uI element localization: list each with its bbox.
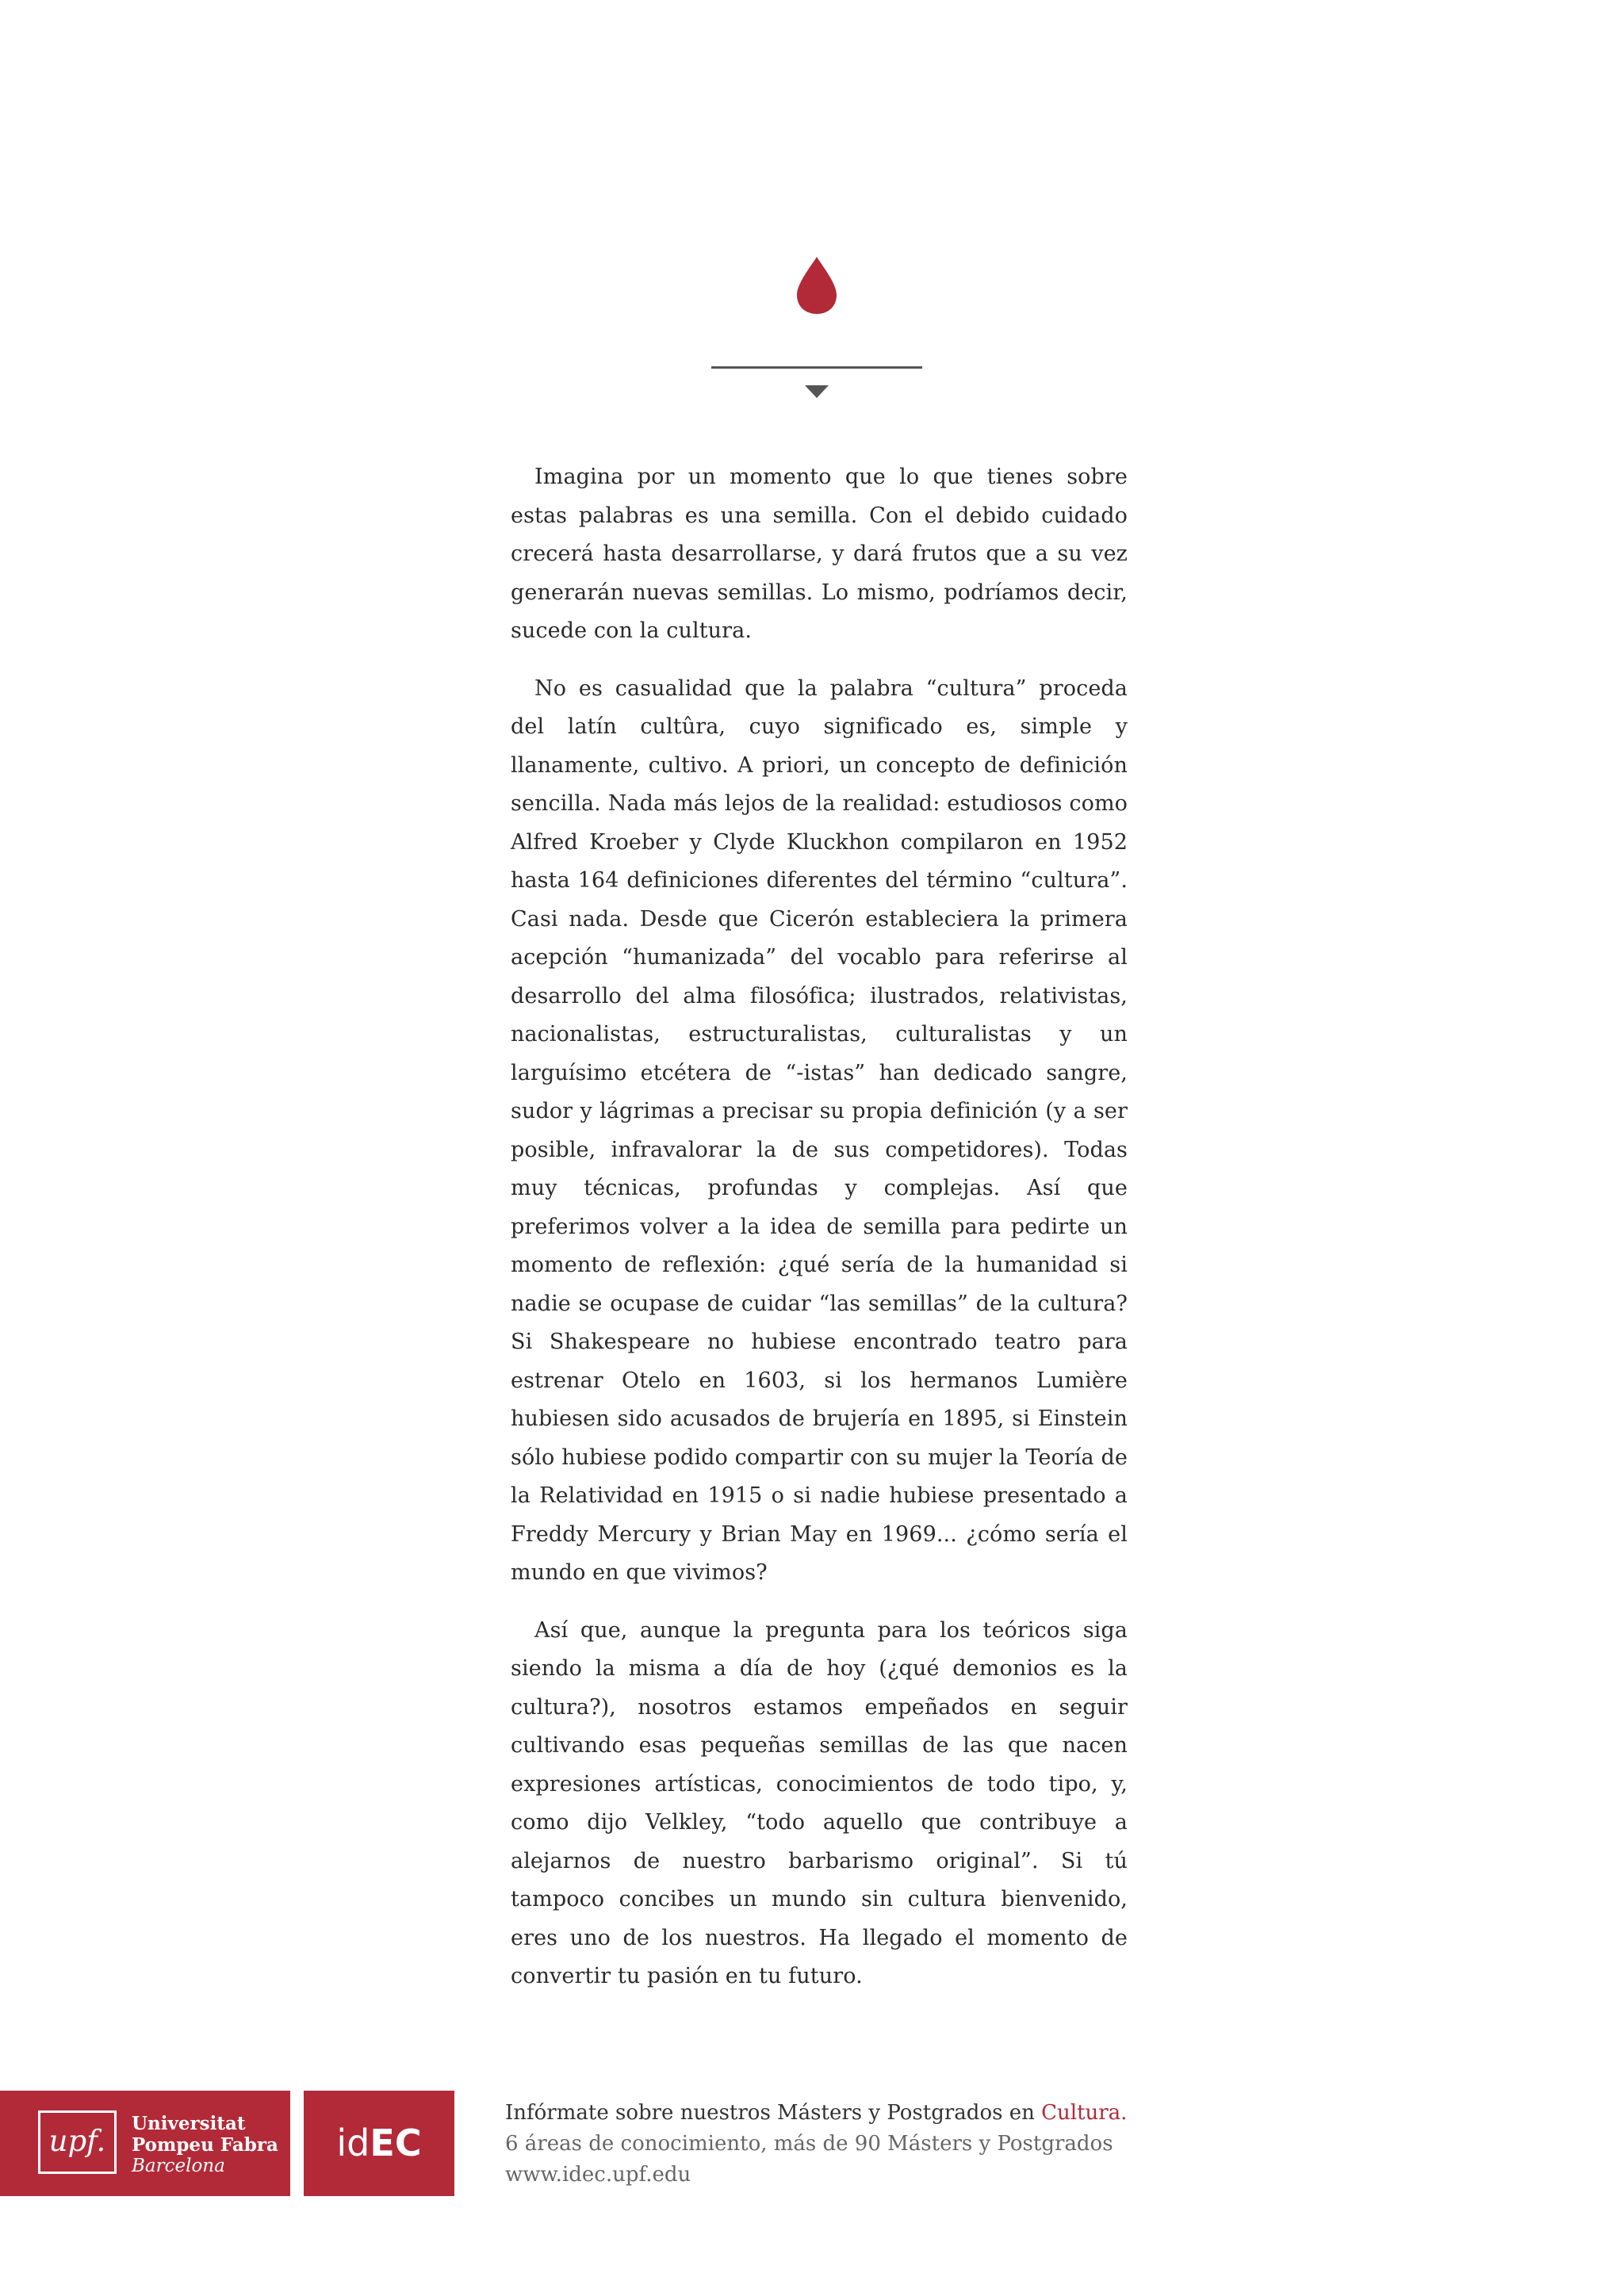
footer-info-text: Infórmate sobre nuestros Másters y Postgrados en bbox=[505, 2101, 1035, 2125]
footer-info-accent: Cultura. bbox=[1041, 2101, 1128, 2125]
footer-website-link[interactable]: www.idec.upf.edu bbox=[505, 2163, 691, 2187]
footer-info-line1 bbox=[505, 2098, 1127, 2129]
article-body bbox=[511, 458, 1128, 2015]
paragraph: Imagina por un momento que lo que tienes sobre estas palabras es una semilla. Con el debido cuidado crecerá hasta desarrollarse, y dará frutos que a su vez generarán nuevas semillas. Lo mismo, podríamos decir, sucede con la cultura. bbox=[511, 465, 1128, 643]
footer-info-line2: 6 áreas de conocimiento, más de 90 Másters y Postgrados bbox=[505, 2132, 1113, 2156]
upf-logo-text bbox=[132, 2113, 278, 2177]
seed-drop-icon bbox=[795, 255, 838, 316]
triangle-down-icon bbox=[805, 385, 829, 398]
upf-logo-mark: upf. bbox=[38, 2110, 117, 2174]
upf-logo-line1: Universitat bbox=[132, 2113, 246, 2134]
divider-rule bbox=[711, 366, 922, 369]
upf-logo[interactable] bbox=[0, 2091, 290, 2196]
upf-logo-line2: Pompeu Fabra bbox=[132, 2134, 278, 2156]
idec-logo-suffix: EC bbox=[370, 2122, 422, 2164]
paragraph: No es casualidad que la palabra “cultura” proceda del latín cultûra, cuyo significado es, simple y llanamente, cultivo. A priori, un concepto de definición sencilla. Nada más lejos de la realidad: estudiosos como Alfred Kroeber y Clyde Kluckhon compilaron en 1952 hasta 164 definiciones diferentes del término “cultura”. Casi nada. Desde que Cicerón estableciera la primera acepción “humanizada” del vocablo para referirse al desarrollo del alma filosófica; ilustrados, relativistas, nacionalistas, estructuralistas, culturalistas y un larguísimo etcétera de “-istas” han dedicado sangre, sudor y lágrimas a precisar su propia definición (y a ser posible, infravalorar la de sus competidores). Todas muy técnicas, profundas y complejas. Así que preferimos volver a la idea de semilla para pedirte un momento de reflexión: ¿qué sería de la humanidad si nadie se ocupase de cuidar “las semillas” de la cultura? Si Shakespeare no hubiese encontrado teatro para estrenar Otelo en 1603, si los hermanos Lumière hubiesen sido acusados de brujería en 1895, si Einstein sólo hubiese podido compartir con su mujer la Teoría de la Relatividad en 1915 o si nadie hubiese presentado a Freddy Mercury y Brian May en 1969... ¿cómo sería el mundo en que vivimos? bbox=[511, 675, 1128, 1585]
paragraph: Así que, aunque la pregunta para los teóricos siga siendo la misma a día de hoy (¿qué demonios es la cultura?), nosotros estamos empeñados en seguir cultivando esas pequeñas semillas de las que nacen expresiones artísticas, conocimientos de todo tipo, y, como dijo Velkley, “todo aquello que contribuye a alejarnos de nuestro barbarismo original”. Si tú tampoco concibes un mundo sin cultura bienvenido, eres uno de los nuestros. Ha llegado el momento de convertir tu pasión en tu futuro. bbox=[511, 1617, 1128, 1988]
idec-logo-prefix: id bbox=[336, 2122, 370, 2164]
idec-logo[interactable] bbox=[304, 2091, 454, 2196]
footer-info bbox=[505, 2098, 1127, 2191]
upf-logo-line3: Barcelona bbox=[132, 2156, 225, 2176]
